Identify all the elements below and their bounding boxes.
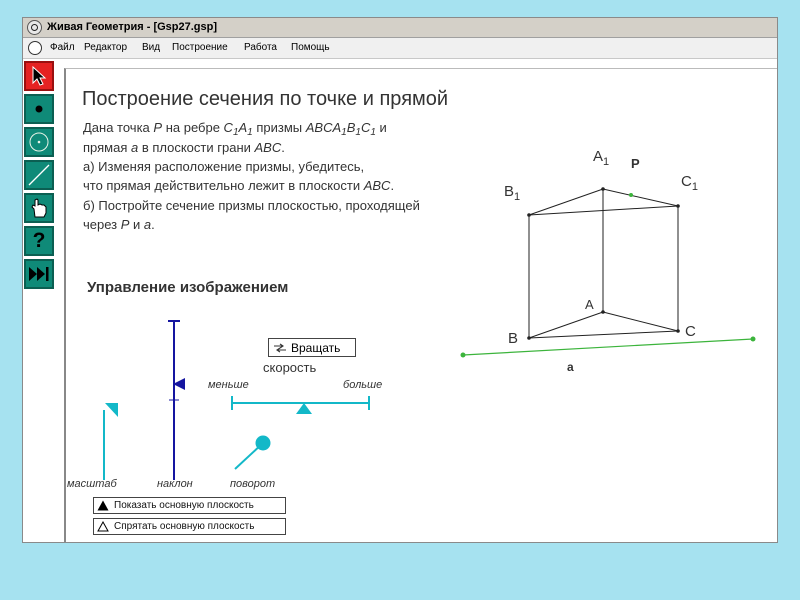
label-b: B	[508, 330, 519, 347]
question-icon: ?	[32, 229, 46, 252]
prism	[529, 189, 678, 338]
controls-heading: Управление изображением	[87, 279, 289, 296]
turn-label: поворот	[230, 478, 276, 490]
label-p: P	[631, 156, 640, 171]
vertex-b1[interactable]	[527, 213, 531, 217]
edge-a1-c1	[603, 189, 678, 206]
menu-construct[interactable]: Построение	[172, 42, 228, 53]
vertex-a1[interactable]	[601, 187, 605, 191]
task-line-6: через P и a.	[83, 217, 155, 232]
rotate-arrows-icon	[273, 343, 287, 353]
line-a-endpoint-left[interactable]	[461, 353, 466, 358]
vertex-b[interactable]	[527, 336, 531, 340]
edge-b-a	[529, 312, 603, 338]
outline-triangle-icon	[97, 521, 109, 532]
page-title: Построение сечения по точке и прямой	[82, 88, 449, 110]
menu-file[interactable]: Файл	[50, 42, 75, 53]
vertex-a[interactable]	[601, 310, 605, 314]
hide-plane-label: Спрятать основную плоскость	[114, 521, 255, 532]
hide-plane-button[interactable]	[93, 518, 286, 535]
edge-a-c	[603, 312, 678, 331]
scale-slider-handle[interactable]	[105, 403, 118, 417]
speed-slider-handle[interactable]	[296, 403, 312, 414]
point-p[interactable]	[629, 193, 633, 197]
scale-label: масштаб	[67, 478, 117, 490]
line-a-endpoint-right[interactable]	[751, 337, 756, 342]
task-line-5: б) Постройте сечение призмы плоскостью, проходящей	[83, 198, 420, 213]
label-line-a: a	[567, 360, 574, 374]
rotate-button-label: Вращать	[291, 340, 341, 355]
slower-label: меньше	[208, 379, 249, 391]
task-line-2: прямая a в плоскости грани ABC.	[83, 140, 285, 155]
tilt-label: наклон	[157, 478, 193, 490]
speed-label: скорость	[263, 360, 317, 375]
vertex-c[interactable]	[676, 329, 680, 333]
faster-label: больше	[343, 379, 383, 391]
filled-triangle-icon	[97, 500, 109, 511]
menu-work[interactable]: Работа	[244, 42, 277, 53]
edge-b-c	[529, 331, 678, 338]
menu-edit[interactable]: Редактор	[84, 42, 128, 53]
window-title: Живая Геометрия - [Gsp27.gsp]	[47, 21, 218, 33]
task-line-4: что прямая действительно лежит в плоскости ABC.	[83, 178, 395, 193]
vertex-c1[interactable]	[676, 204, 680, 208]
menu-help[interactable]: Помощь	[291, 42, 330, 53]
label-c1: $C_1$	[681, 173, 698, 193]
line-a[interactable]	[463, 339, 753, 355]
menu-view[interactable]: Вид	[142, 42, 161, 53]
label-a1: $A_1$	[593, 148, 610, 168]
rotate-button[interactable]	[268, 338, 356, 357]
sketch-area	[23, 18, 778, 543]
turn-slider-handle[interactable]	[256, 436, 271, 451]
task-line-1: Дана точка P на ребре $C_1A_1$ призмы $ABCA_1B_1C_1$ и	[83, 120, 387, 138]
label-b1: $B_1$	[504, 183, 521, 203]
show-plane-button[interactable]	[93, 497, 286, 514]
label-c: C	[685, 323, 696, 340]
task-line-3: а) Изменяя расположение призмы, убедитесь,	[83, 159, 365, 174]
show-plane-label: Показать основную плоскость	[114, 500, 254, 511]
label-a: A	[585, 297, 594, 312]
app-window	[22, 17, 778, 543]
